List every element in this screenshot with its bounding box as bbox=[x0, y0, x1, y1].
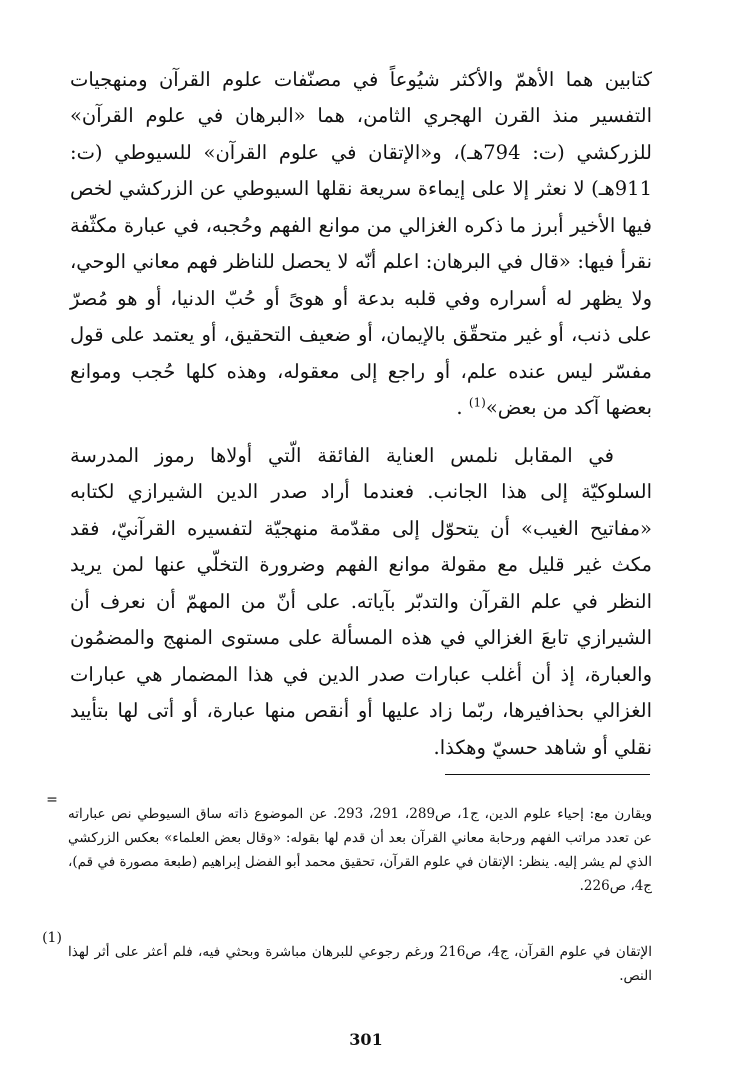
footnote-1-number: (1) bbox=[42, 930, 62, 946]
footnote-continuation: ويقارن مع: إحياء علوم الدين، ج1، ص289، 291، 293. عن الموضوع ذاته ساق السيوطي نص عباراته عن تعدد مراتب الفهم ورحابة معاني القرآن بعد أن قدم لها بقوله: «وقال بعض العلماء» بعكس الزركشي الذي لم يشر إليه. ينظر: الإتقان في علوم القرآن، تحقيق محمد أبو الفضل إبراهيم (طبعة مصورة في قم)، ج4، ص226. bbox=[68, 805, 653, 894]
footnote-reference-1: (1) bbox=[468, 395, 486, 410]
page-number: 301 bbox=[349, 1030, 383, 1049]
paragraph-1-end: . bbox=[456, 396, 469, 419]
paragraph-1-text: كتابين هما الأهمّ والأكثر شيُوعاً في مصنّفات علوم القرآن ومنهجيات التفسير منذ القرن الهجري الثامن، هما «البرهان في علوم القرآن» للزركشي (ت: 794هـ)، و«الإتقان في علوم القرآن» للسيوطي (ت: 911هـ) لا نعثر إلا على إيماءة سريعة نقلها السيوطي عن الزركشي لخص فيها الأخير أبرز ما ذكره الغزالي من موانع الفهم وحُجبه، في عبارة مكثّفة نقرأ فيها: «قال في البرهان: اعلم أنّه لا يحصل للناظر فهم معاني الوحي، ولا يظهر له أسراره وفي قلبه بدعة أو هوىً أو حُبّ الدنيا، أو هو مُصرّ على ذنب، أو غير متحقّق بالإيمان، أو ضعيف التحقيق، أو يعتمد على قول مفسّر ليس عنده علم، أو راجع إلى معقوله، وهذه كلها حُجب وموانع بعضها آكد من بعض» bbox=[70, 67, 652, 419]
body-paragraph-1 bbox=[70, 62, 652, 427]
footnote-separator bbox=[445, 774, 650, 775]
body-paragraph-2: في المقابل نلمس العناية الفائقة الّتي أولاها رموز المدرسة السلوكيّة إلى هذا الجانب. فعندما أراد صدر الدين الشيرازي لكتابه «مفاتيح الغيب» أن يتحوّل إلى مقدّمة منهجيّة لتفسيره القرآنيّ، فقد مكث غير قليل مع مقولة موانع الفهم وضرورة التخلّي عنها لمن يريد النظر في علم القرآن والتدبّر بآياته. على أنّ من المهمّ أن نعرف أن الشيرازي تابعَ الغزالي في هذه المسألة على مستوى المنهج والمضمُون والعبارة، إذ أن أغلب عبارات صدر الدين في هذا المضمار هي عبارات الغزالي بحذافيرها، ربّما زاد عليها أو أنقص منها عبارة، أو أتى لها بتأييد نقلي أو شاهد حسيّ وهكذا. bbox=[70, 443, 652, 759]
footnote-1: الإتقان في علوم القرآن، ج4، ص216 ورغم رجوعي للبرهان مباشرة وبحثي فيه، فلم أعثر على أثر لهذا النص. bbox=[68, 943, 652, 984]
footnote-continuation-mark: = bbox=[46, 792, 58, 808]
